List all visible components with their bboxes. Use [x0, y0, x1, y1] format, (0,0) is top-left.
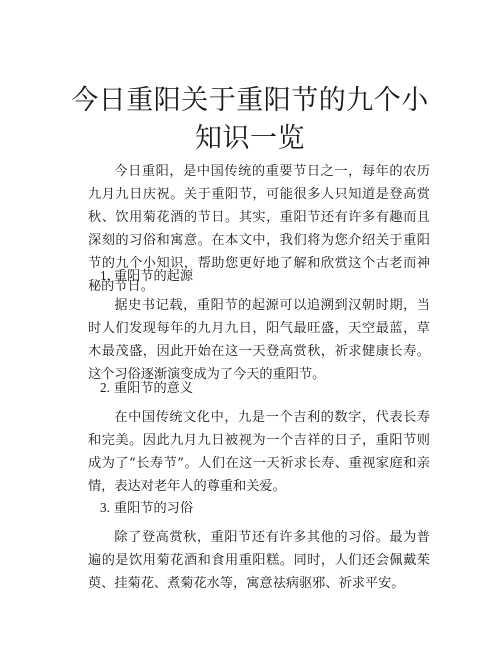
section-number: 2.: [100, 380, 110, 395]
section-heading-text: 重阳节的意义: [113, 381, 194, 396]
section-heading-3: [100, 496, 193, 520]
document-title: 今日重阳关于重阳节的九个小知识一览: [71, 85, 429, 154]
intro-paragraph: 今日重阳，是中国传统的重要节日之一，每年的农历九月九日庆祝。关于重阳节，可能很多人只知道是登高赏秋、饮用菊花酒的节日。其实，重阳节还有许多有趣而且深刻的习俗和寓意。在本文中，我们将为您介绍关于重阳节的九个小知识，帮助您更好地了解和欣赏这个古老而神秘的节日。: [88, 164, 430, 294]
section-heading-1: [100, 264, 193, 288]
section-heading-text: 重阳节的起源: [113, 269, 194, 284]
section-heading-text: 重阳节的习俗: [113, 501, 194, 516]
section-body-2: 在中国传统文化中，九是一个吉利的数字，代表长寿和完美。因此九月九日被视为一个吉祥的日子，重阳节则成为了“长寿节”。人们在这一天祈求长寿、重视家庭和亲情，表达对老年人的尊重和关爱。: [88, 410, 430, 494]
section-number: 1.: [100, 268, 110, 283]
section-number: 3.: [100, 500, 110, 515]
section-body-1: 据史书记载，重阳节的起源可以追溯到汉朝时期，当时人们发现每年的九月九日，阳气最旺盛，天空最蓝，草木最茂盛，因此开始在这一天登高赏秋，祈求健康长寿。这个习俗逐渐演变成为了今天的重阳节。: [88, 298, 430, 382]
section-heading-2: [100, 376, 193, 400]
section-body-3: 除了登高赏秋，重阳节还有许多其他的习俗。最为普遍的是饮用菊花酒和食用重阳糕。同时，人们还会佩戴茱萸、挂菊花、煮菊花水等，寓意祛病驱邪、祈求平安。: [88, 530, 430, 591]
